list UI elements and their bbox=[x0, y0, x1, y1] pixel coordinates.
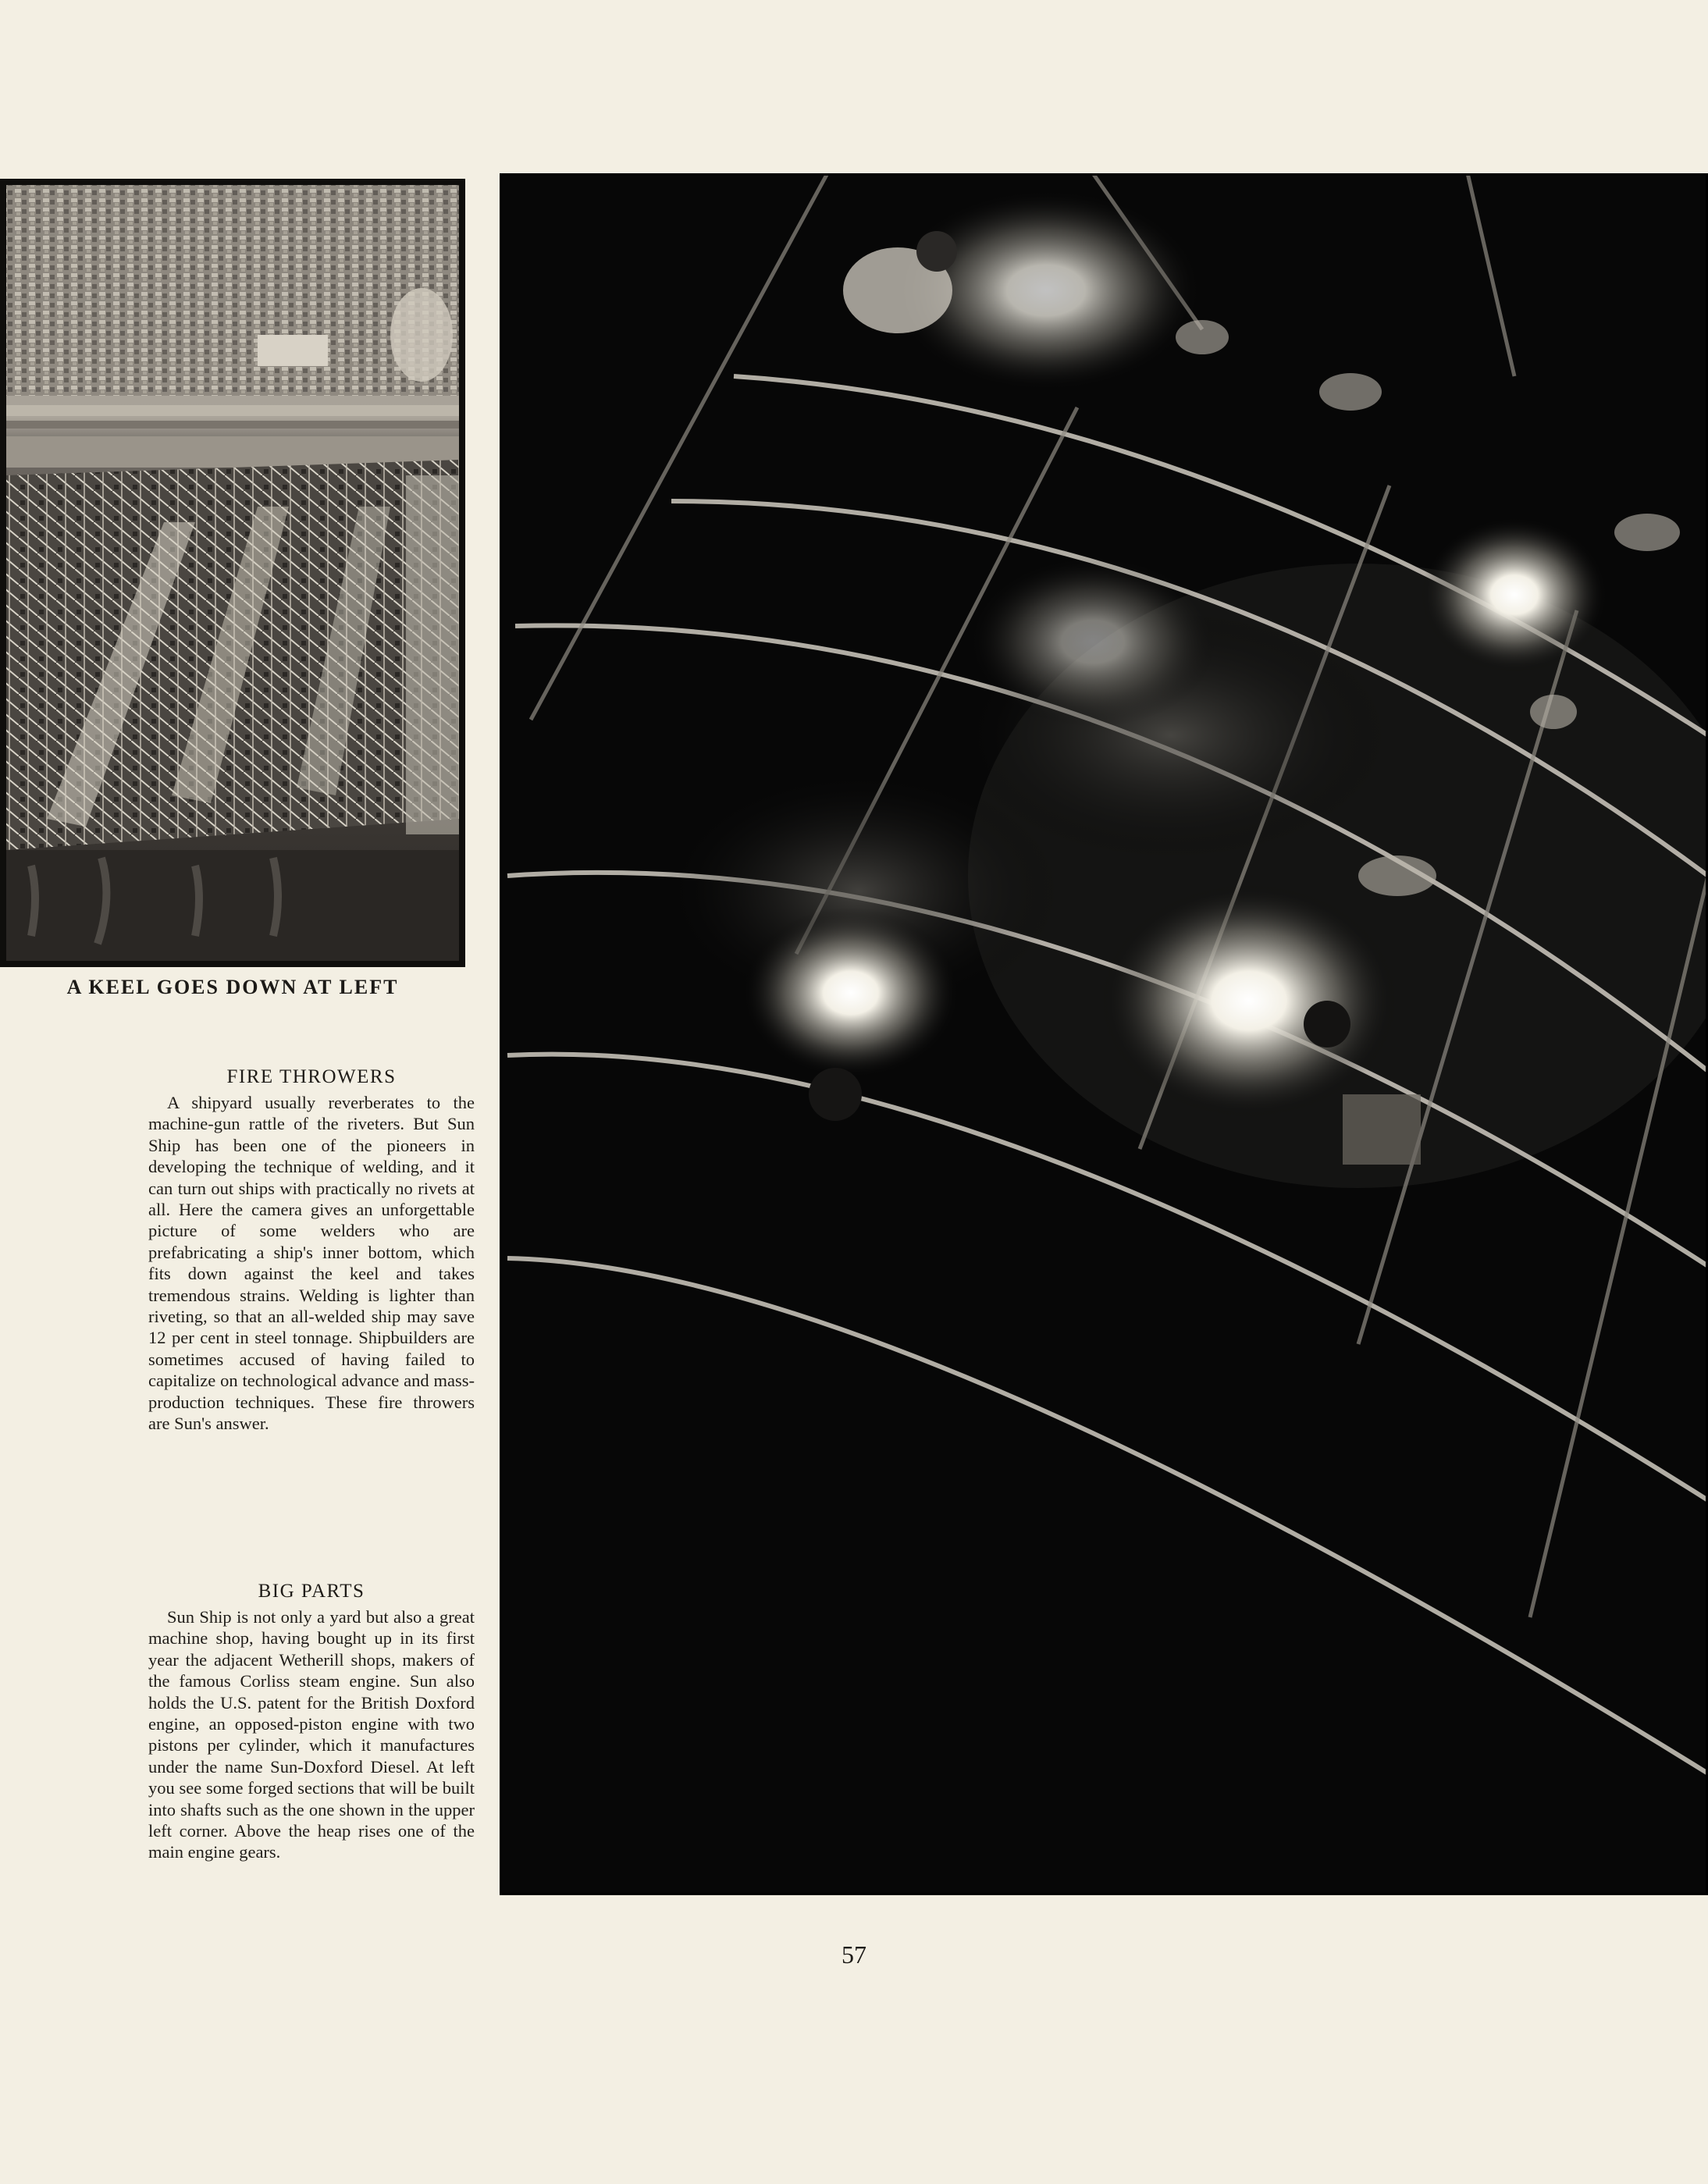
fire-throwers-heading: FIRE THROWERS bbox=[226, 1066, 397, 1087]
page-number: 57 bbox=[842, 1940, 866, 1969]
aerial-shipyard-illustration bbox=[0, 179, 465, 967]
big-parts-body: Sun Ship is not only a yard but also a great machine shop, having bought up in its first year the adjacent Wetherill shops, makers of the famous Corliss steam engine. Sun also holds the U.S. patent for the British Doxford engine, an opposed-piston engine with two pistons per cylinder, which it manufactures under the name Sun-Doxford Diesel. At left you see some forged sections that will be built into shafts such as the one shown in the upper left corner. Above the heap rises one of the main engine gears. bbox=[148, 1607, 475, 1862]
fire-throwers-body: A shipyard usually reverberates to the machine-gun rattle of the riveters. But Sun Ship has been one of the pioneers in developing the technique of welding, and it can turn out ships with practically no rivets at all. Here the camera gives an unforgettable picture of some welders who are prefabricating a ship's inner bottom, which fits down against the keel and takes tremendous strains. Welding is lighter than riveting, so that an all-welded ship may save 12 per cent in steel tonnage. Shipbuilders are sometimes accused of having failed to capitalize on technological advance and mass-production techniques. These fire throwers are Sun's answer. bbox=[148, 1093, 475, 1434]
big-parts-heading: BIG PARTS bbox=[258, 1581, 365, 1602]
welders-photo bbox=[500, 173, 1708, 1895]
aerial-photo-caption: A KEEL GOES DOWN AT LEFT bbox=[66, 976, 399, 998]
fire-throwers-section bbox=[148, 1065, 475, 1435]
aerial-shipyard-photo bbox=[0, 179, 465, 967]
big-parts-section bbox=[148, 1580, 475, 1863]
welders-illustration bbox=[500, 173, 1708, 1895]
